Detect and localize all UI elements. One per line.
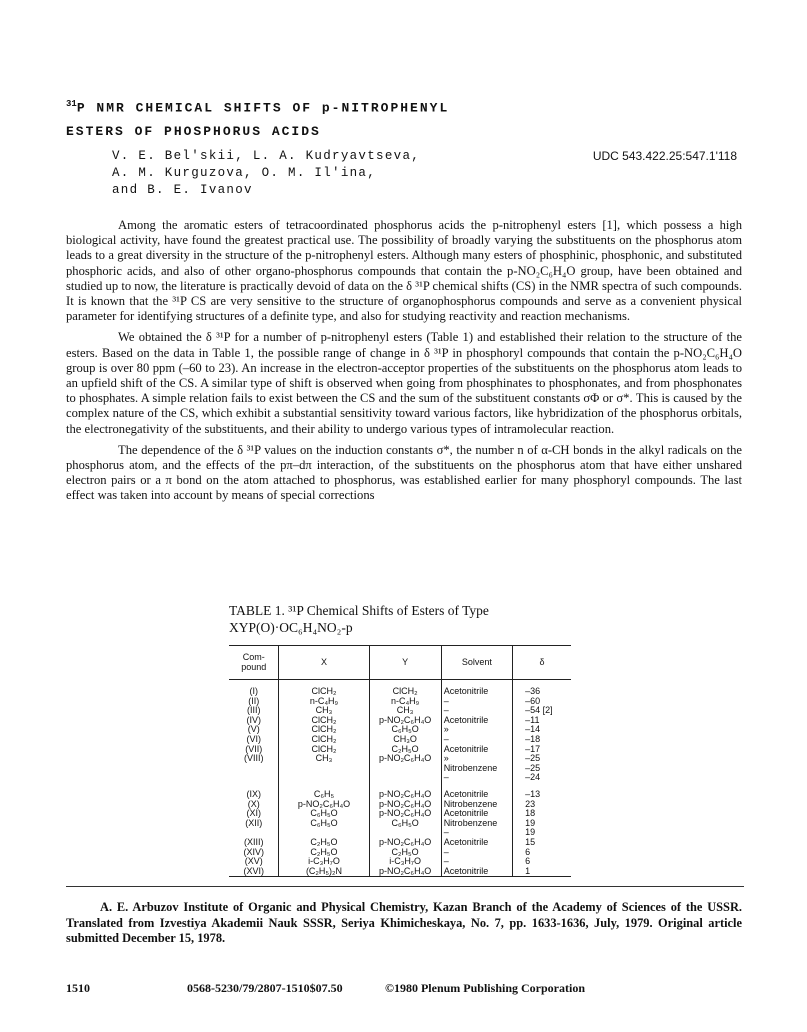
compound-cell: [229, 773, 279, 783]
header-solvent: Solvent: [441, 646, 512, 680]
x-cell: C₆H₅O: [279, 809, 369, 819]
x-cell: [279, 773, 369, 783]
y-cell: CH₃O: [369, 735, 441, 745]
table-row: [229, 754, 571, 764]
compound-cell: [229, 764, 279, 774]
solvent-cell: Nitrobenzene: [441, 819, 512, 829]
delta-cell: 6: [513, 857, 571, 867]
y-cell: CH₃: [369, 706, 441, 716]
compound-cell: (IX): [246, 788, 261, 799]
y-cell: C₂H₅O: [369, 745, 441, 755]
solvent-cell: »: [441, 725, 512, 735]
delta-cell: 6: [513, 848, 571, 858]
y-cell: C₆H₅O: [369, 725, 441, 735]
title-line-2: ESTERS OF PHOSPHORUS ACIDS: [66, 124, 321, 140]
author-line: V. E. Bel'skii, L. A. Kudryavtseva,: [112, 149, 421, 163]
header-x: X: [279, 646, 369, 680]
table-row: [229, 819, 571, 829]
y-cell: p-NO₂C₆H₄O: [369, 716, 441, 726]
header-delta: δ: [513, 646, 571, 680]
affiliation-text: A. E. Arbuzov Institute of Organic and Physical Chemistry, Kazan Branch of the Academy of Sciences of the USSR. Translated from Izvestiya Akademii Nauk SSSR, Seriya Khimicheskaya, No. 7, pp. 1633-1636, July, 1979. Original article submitted December 15, 1978.: [66, 900, 742, 945]
delta-cell: 19: [513, 819, 571, 829]
delta-cell: –25: [513, 764, 571, 774]
solvent-cell: Nitrobenzene: [441, 800, 512, 810]
article-code: 0568-5230/79/2807-1510$07.50: [187, 981, 343, 995]
table-row: [229, 867, 571, 877]
x-cell: C₂H₅O: [279, 838, 369, 848]
compound-cell: (VIII): [243, 753, 264, 764]
paragraph-2: We obtained the δ ³¹P for a number of p-nitrophenyl esters (Table 1) and established their relation to the structure of the esters. Based on the data in Table 1, the possible range of change in δ ³¹P in phosphoryl compounds that contain the p-NO₂C₆H₄O group is over 80 ppm (–60 to 23). An increase in the electron-acceptor properties of the substituents on the phosphorus atom leads to an upfield shift of the CS. A similar type of shift is observed when going from phosphinates to phosphonates, and from phosphonates to phosphates. A simple relation fails to exist between the CS and the sum of the substituent constants σΦ or σ*. This is caused by the complex nature of the CS, which exhibit a substantial sensitivity toward various factors, like hybridization of the phosphorus orbitals, the electronegativity of the substituents, and their ability to undergo various types of intramolecular reaction.: [66, 330, 742, 436]
delta-cell: 19: [513, 828, 571, 838]
page-number: 1510: [66, 981, 90, 995]
compound-cell: (X): [247, 798, 260, 809]
authors: [112, 148, 420, 199]
x-cell: i-C₃H₇O: [279, 857, 369, 867]
compound-cell: (XVI): [229, 867, 279, 877]
delta-cell: –24: [513, 773, 571, 783]
delta-cell: 1: [513, 867, 571, 877]
solvent-cell: Acetonitrile: [441, 790, 512, 800]
x-cell: n-C₄H₉: [279, 697, 369, 707]
y-cell: i-C₃H₇O: [369, 857, 441, 867]
x-cell: ClCH₂: [279, 745, 369, 755]
delta-cell: –54 [2]: [513, 706, 571, 716]
solvent-cell: –: [441, 735, 512, 745]
table-caption: TABLE 1. ³¹P Chemical Shifts of Esters of Type XYP(O)·OC₆H₄NO₂-p: [229, 603, 489, 635]
udc-code: UDC 543.422.25:547.1'118: [592, 149, 737, 163]
paper-title: [66, 92, 449, 144]
y-cell: p-NO₂C₆H₄O: [369, 867, 441, 877]
delta-cell: 23: [513, 800, 571, 810]
x-cell: p-NO₂C₆H₄O: [279, 800, 369, 810]
solvent-cell: –: [441, 773, 512, 783]
delta-cell: –18: [513, 735, 571, 745]
compound-cell: (XIV): [243, 846, 264, 857]
x-cell: CH₃: [279, 706, 369, 716]
compound-cell: (XV): [244, 856, 263, 867]
table-row: [229, 764, 571, 774]
solvent-cell: –: [441, 857, 512, 867]
solvent-cell: Acetonitrile: [441, 687, 512, 697]
y-cell: C₆H₅O: [369, 819, 441, 829]
solvent-cell: –: [441, 706, 512, 716]
chemical-shift-table: [229, 645, 571, 877]
solvent-cell: Acetonitrile: [441, 867, 512, 877]
y-cell: [369, 764, 441, 774]
spacer-cell: [513, 783, 571, 790]
solvent-cell: Acetonitrile: [441, 809, 512, 819]
title-superscript: 31: [66, 99, 77, 109]
compound-cell: (XII): [245, 817, 263, 828]
x-cell: [279, 764, 369, 774]
x-cell: C₂H₅O: [279, 848, 369, 858]
solvent-cell: –: [441, 828, 512, 838]
paragraph-1: Among the aromatic esters of tetracoordinated phosphorus acids the p-nitrophenyl esters [1], which possess a high biological activity, have found the greatest practical use. The possibility of broadly varying the substituents on the phosphorus atom leads to a great diversity in the structure of the p-nitrophenyl esters. Although many esters of phosphinic, phosphonic, and substituted phosphoric acids, and also of other organo-phosphorus compounds that contain the p-NO₂C₆H₄O group, have been obtained and studied up to now, the literature is practically devoid of data on the δ ³¹P chemical shifts (CS) in the NMR spectra of such compounds. It is known that the ³¹P CS are very sensitive to the structure of organophosphorus compounds and serve as a convenient physical parameter for identifying structures of a definite type, and also for studying reactivity and reaction mechanisms.: [66, 218, 742, 324]
compound-cell: (I): [249, 686, 258, 696]
delta-cell: –60: [513, 697, 571, 707]
title-line-1: P NMR CHEMICAL SHIFTS OF p-NITROPHENYL: [76, 100, 450, 116]
y-cell: [369, 773, 441, 783]
copyright: ©1980 Plenum Publishing Corporation: [385, 981, 585, 995]
compound-cell: (V): [247, 724, 260, 735]
delta-cell: –11: [513, 716, 571, 726]
compound-cell: (XI): [246, 808, 261, 819]
x-cell: (C₂H₅)₂N: [279, 867, 369, 877]
solvent-cell: Nitrobenzene: [441, 764, 512, 774]
solvent-cell: Acetonitrile: [441, 745, 512, 755]
delta-cell: 15: [513, 838, 571, 848]
x-cell: ClCH₂: [279, 687, 369, 697]
x-cell: CH₃: [279, 754, 369, 764]
compound-cell: (VI): [246, 733, 261, 744]
author-line: A. M. Kurguzova, O. M. Il'ina,: [112, 166, 377, 180]
author-line: and B. E. Ivanov: [112, 183, 253, 197]
delta-cell: –36: [513, 687, 571, 697]
delta-cell: –13: [513, 790, 571, 800]
x-cell: ClCH₂: [279, 735, 369, 745]
y-cell: n-C₄H₉: [369, 697, 441, 707]
x-cell: C₆H₅O: [279, 819, 369, 829]
y-cell: p-NO₂C₆H₄O: [369, 809, 441, 819]
spacer-cell: [513, 680, 571, 688]
compound-cell: (IV): [246, 714, 261, 725]
x-cell: ClCH₂: [279, 725, 369, 735]
x-cell: C₆H₅: [279, 790, 369, 800]
y-cell: p-NO₂C₆H₄O: [369, 790, 441, 800]
compound-cell: (II): [248, 695, 260, 706]
solvent-cell: »: [441, 754, 512, 764]
solvent-cell: Acetonitrile: [441, 716, 512, 726]
affiliation-footnote: [66, 900, 742, 947]
compound-cell: (XIII): [243, 836, 264, 847]
solvent-cell: –: [441, 697, 512, 707]
delta-cell: 18: [513, 809, 571, 819]
delta-cell: –25: [513, 754, 571, 764]
compound-cell: (III): [246, 705, 261, 716]
y-cell: ClCH₂: [369, 687, 441, 697]
header-y: Y: [369, 646, 441, 680]
y-cell: p-NO₂C₆H₄O: [369, 838, 441, 848]
body-text: [66, 218, 742, 504]
delta-cell: –14: [513, 725, 571, 735]
paragraph-3: The dependence of the δ ³¹P values on the induction constants σ*, the number n of α-CH bonds in the alkyl radicals on the phosphorus atom, and the effects of the pπ–dπ interaction, of the substituents on the phosphorus atom that have either unshared electron pairs or a π bond on the atom attached to phosphorus, was established earlier for many phosphoryl compounds. The last effect was taken into account by means of special corrections: [66, 442, 742, 503]
x-cell: ClCH₂: [279, 716, 369, 726]
solvent-cell: Acetonitrile: [441, 838, 512, 848]
footnote-rule: [66, 886, 744, 887]
header-compound: Com-pound: [229, 646, 279, 680]
table-row: [229, 773, 571, 783]
y-cell: p-NO₂C₆H₄O: [369, 800, 441, 810]
table-header-row: [229, 646, 571, 680]
compound-cell: (VII): [245, 743, 263, 754]
y-cell: C₂H₅O: [369, 848, 441, 858]
solvent-cell: –: [441, 848, 512, 858]
delta-cell: –17: [513, 745, 571, 755]
y-cell: p-NO₂C₆H₄O: [369, 754, 441, 764]
